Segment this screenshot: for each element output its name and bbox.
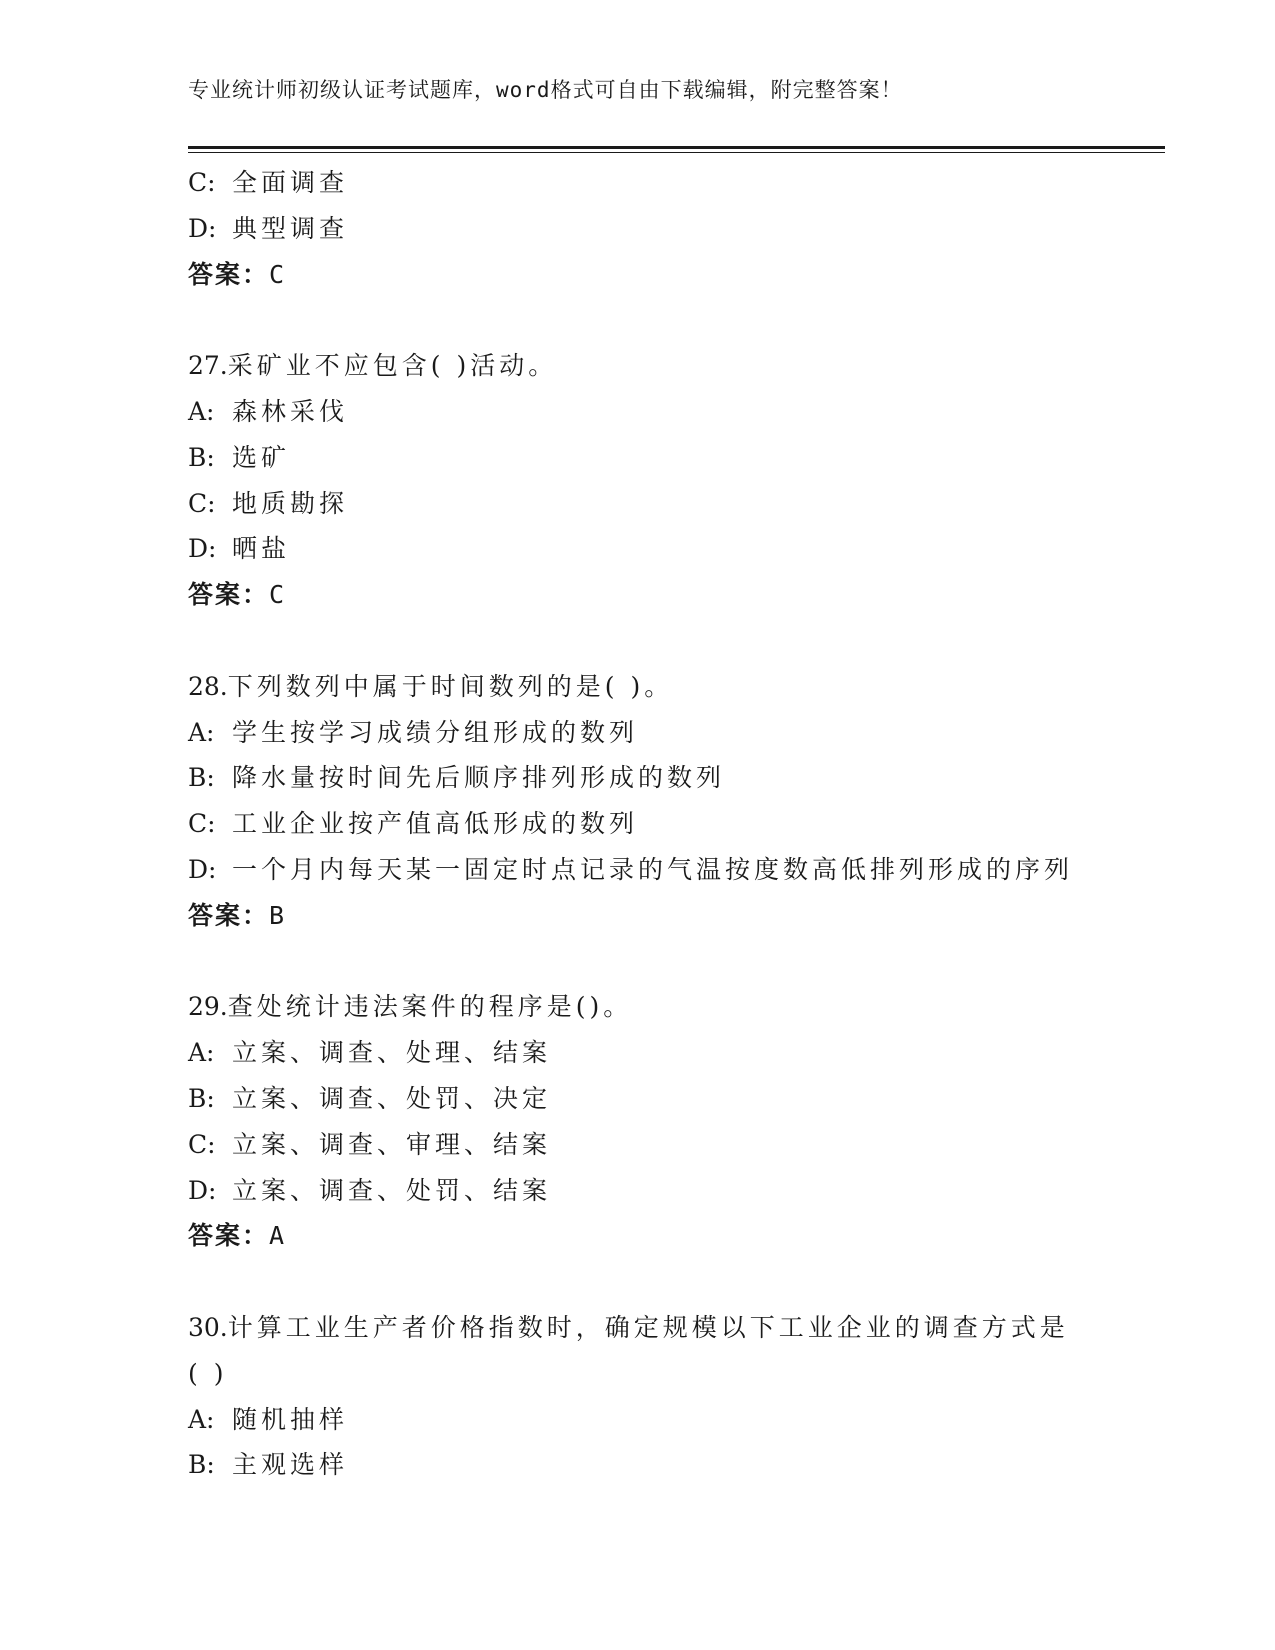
option-a: A: 森林采伐 [188, 396, 349, 426]
question-text: 27.采矿业不应包含( )活动。 [188, 351, 558, 381]
question-block-29 [188, 984, 1168, 1259]
question-text: 30.计算工业生产者价格指数时，确定规模以下工业企业的调查方式是 [188, 1312, 1069, 1342]
option-d: D: 一个月内每天某一固定时点记录的气温按度数高低排列形成的序列 [188, 854, 1074, 884]
question-text: 28.下列数列中属于时间数列的是( )。 [188, 671, 674, 701]
option-b: B: 立案、调查、处罚、决定 [188, 1083, 552, 1113]
answer-line: 答案：C [188, 580, 287, 610]
question-block-27 [188, 343, 1168, 618]
option-a: A: 随机抽样 [188, 1404, 349, 1434]
question-block-30 [188, 1305, 1168, 1488]
option-c: C: 地质勘探 [188, 488, 349, 518]
question-block-26 [188, 160, 1168, 297]
question-block-28 [188, 664, 1168, 939]
answer-line: 答案：A [188, 1221, 287, 1251]
option-c: C: 全面调查 [188, 168, 349, 197]
option-d: D: 典型调查 [188, 213, 349, 243]
option-b: B: 选矿 [188, 442, 291, 472]
option-b: B: 降水量按时间先后顺序排列形成的数列 [188, 763, 726, 793]
question-list [188, 160, 1168, 1488]
header-rule-thin [188, 152, 1165, 153]
header-rule-thick [188, 146, 1165, 149]
answer-line: 答案：B [188, 900, 287, 930]
answer-line: 答案：C [188, 259, 287, 289]
option-c: C: 工业企业按产值高低形成的数列 [188, 809, 639, 839]
document-header: 专业统计师初级认证考试题库，word格式可自由下载编辑，附完整答案！ [188, 78, 903, 102]
option-a: A: 立案、调查、处理、结案 [188, 1038, 552, 1068]
option-a: A: 学生按学习成绩分组形成的数列 [188, 717, 639, 747]
option-b: B: 主观选样 [188, 1450, 349, 1480]
question-text: 29.查处统计违法案件的程序是()。 [188, 992, 633, 1022]
option-d: D: 立案、调查、处罚、结案 [188, 1175, 552, 1205]
option-c: C: 立案、调查、审理、结案 [188, 1129, 552, 1159]
option-d: D: 晒盐 [188, 534, 291, 564]
question-text-continued: ( ) [188, 1358, 228, 1388]
